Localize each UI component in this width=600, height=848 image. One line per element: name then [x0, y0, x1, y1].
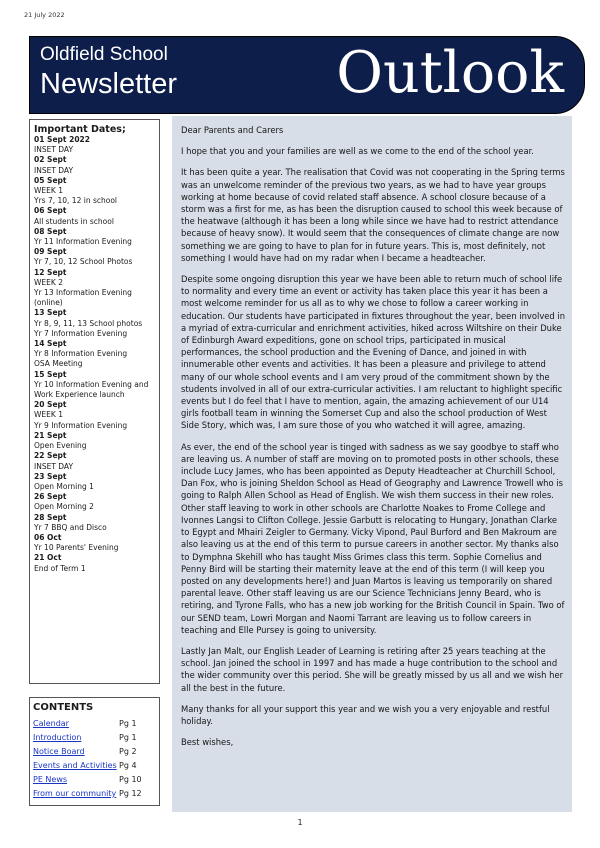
contents-link[interactable]: Notice Board — [33, 747, 85, 756]
important-date: 23 Sept — [34, 471, 67, 481]
contents-page-ref: Pg 10 — [119, 775, 142, 784]
important-date-event: End of Term 1 — [34, 563, 86, 573]
important-date-event: Yr 7, 10, 12 School Photos — [34, 257, 133, 267]
important-date-event: Yr 7 Information Evening — [34, 328, 128, 338]
contents-box — [29, 697, 160, 806]
important-date-event: Yrs 7, 10, 12 in school — [34, 196, 118, 206]
masthead-school-name: Oldfield School — [40, 44, 168, 65]
contents-page-ref: Pg 1 — [119, 733, 137, 742]
important-date-event: All students in school — [34, 216, 114, 226]
important-date: 15 Sept — [34, 369, 67, 379]
contents-title: CONTENTS — [33, 702, 94, 713]
important-date-event: WEEK 1 — [34, 410, 63, 420]
letter-closing: Best wishes, — [181, 737, 234, 748]
letter-paragraph: It has been quite a year. The realisation that Covid was not cooperating in the Spring terms was an unwelcome reminder of the previous two years, as we had to have year groups working at home because of covid related staff absence. A school closure because of a storm was a first for me, as has been the disruption caused to school this week because of the heatwave (although it has been a long while since we have had to restrict attendance because of heavy snow). It would seem that the consequences of climate change are now something we are going to have to plan for in future years. This is, most definitely, not something I would have had on my radar when I became a headteacher. — [181, 167, 565, 263]
important-date: 26 Sept — [34, 492, 67, 502]
headteacher-letter — [172, 116, 572, 812]
important-date: 02 Sept — [34, 155, 67, 165]
important-dates-list — [34, 135, 156, 574]
contents-link[interactable]: From our community — [33, 789, 117, 798]
letter-paragraph: Many thanks for all your support this year and we wish you a very enjoyable and restful holiday. — [181, 703, 550, 726]
important-date-event: WEEK 2 — [34, 277, 63, 287]
important-date: 21 Oct — [34, 553, 62, 563]
important-dates-box — [29, 119, 160, 684]
contents-row — [33, 787, 155, 801]
important-date: 09 Sept — [34, 247, 67, 257]
important-date: 05 Sept — [34, 175, 67, 185]
important-date-event: Open Morning 2 — [34, 502, 94, 512]
contents-row — [33, 731, 155, 745]
contents-link[interactable]: Calendar — [33, 719, 69, 728]
important-date-event: Open Evening — [34, 441, 87, 451]
important-date: 21 Sept — [34, 430, 67, 440]
date-stamp: 21 July 2022 — [24, 11, 65, 19]
letter-salutation: Dear Parents and Carers — [181, 125, 284, 135]
important-date-event: INSET DAY — [34, 165, 74, 175]
contents-link[interactable]: Events and Activities — [33, 761, 117, 770]
important-date-event: OSA Meeting — [34, 359, 83, 369]
contents-row — [33, 745, 155, 759]
important-date-event: INSET DAY — [34, 145, 74, 155]
contents-page-ref: Pg 1 — [119, 719, 137, 728]
important-date-event: WEEK 1 — [34, 186, 63, 196]
contents-row — [33, 773, 155, 787]
letter-paragraph: Lastly Jan Malt, our English Leader of Learning is retiring after 25 years teaching at the school. Jan joined the school in 1997 and has made a huge contribution to the school and the wider community over this period. She will be greatly missed by us all and we wish her all the best in the future. — [181, 645, 564, 693]
letter-body — [181, 145, 566, 727]
important-date-event: Yr 8, 9, 11, 13 School photos — [34, 318, 143, 328]
important-date: 14 Sept — [34, 339, 67, 349]
important-date: 08 Sept — [34, 226, 67, 236]
important-date: 20 Sept — [34, 400, 67, 410]
masthead-banner — [29, 36, 585, 114]
important-date-event: Yr 8 Information Evening — [34, 349, 128, 359]
contents-page-ref: Pg 2 — [119, 747, 137, 756]
important-date-event: Yr 9 Information Evening — [34, 420, 128, 430]
contents-link[interactable]: PE News — [33, 775, 68, 784]
important-date: 06 Sept — [34, 206, 67, 216]
contents-page-ref: Pg 12 — [119, 789, 142, 798]
important-date: 06 Oct — [34, 532, 62, 542]
masthead-outlook-title: Outlook — [336, 40, 564, 106]
page-number: 1 — [297, 818, 303, 827]
important-date-event: Yr 7 BBQ and Disco — [34, 522, 107, 532]
important-date: 22 Sept — [34, 451, 67, 461]
important-date: 28 Sept — [34, 512, 67, 522]
contents-link[interactable]: Introduction — [33, 733, 82, 742]
masthead-newsletter: Newsletter — [40, 68, 177, 100]
contents-page-ref: Pg 4 — [119, 761, 137, 770]
important-date: 12 Sept — [34, 267, 67, 277]
important-date-event: INSET DAY — [34, 461, 74, 471]
contents-row — [33, 717, 155, 731]
important-date: 01 Sept 2022 — [34, 135, 90, 144]
important-date-event: Yr 11 Information Evening — [34, 237, 132, 247]
letter-paragraph: Despite some ongoing disruption this year we have been able to return much of school life to normality and every time an event or activity has taken place this year it has been a most welcome reminder for us all as to why we chose to follow a career working in education. Our students have participated in fixtures throughout the year, been involved in a myriad of extra-curricular and enrichment activities, hiked across Wiltshire on their Duke of Edinburgh Award expeditions, gone on school trips, participated in musical performances, the school production and the Evening of Dance, and joined in with innumerable other events and activities. It has been a pleasure and privilege to attend many of our whole school events and I am very proud of the commitment shown by the students involved in all of our extra-curricular activities. I am reluctant to highlight specific events but I do feel that I have to mention, again, the amazing achievement of our U14 girls football team in winning the Somerset Cup and also the school production of West Side Story, which was, I am sure those of you who watched it will agree, amazing. — [181, 274, 566, 431]
important-date-event: Yr 10 Information Evening and Work Experience launch — [34, 379, 149, 400]
letter-paragraph: I hope that you and your families are well as we come to the end of the school year. — [181, 146, 534, 157]
important-dates-title: Important Dates; — [34, 124, 126, 135]
important-date-event: Yr 10 Parents' Evening — [34, 543, 119, 553]
important-date-event: Open Morning 1 — [34, 481, 94, 491]
contents-list — [33, 717, 155, 801]
contents-row — [33, 759, 155, 773]
letter-paragraph: As ever, the end of the school year is tinged with sadness as we say goodbye to staff who are leaving us. A number of staff are moving on to promoted posts in other schools, these include Lucy James, who has been appointed as Deputy Headteacher at Churchill School, Dan Fox, who is joining Sheldon School as Head of Geography and Lawrence Trowell who is going to Ralph Allen School as Head of English. We wish them success in their new roles. Other staff leaving to work in other schools are Charlotte Noakes to Frome College and Ivonnes Langsi to Clifton College. Jessie Garbutt is relocating to Hungary, Jonathan Clarke to Egypt and Mhairi Zeigler to Germany. Vicky Vipond, Paul Burford and Ben Makroum are also leaving us at the end of this term to pursue careers in another sector. My thanks also to Dymphna Skehill who has taught Miss Grimes class this term. Sophie Cornelius and Penny Bird will be starting their maternity leave at the end of this term (I will keep you posted on any developments here!) and Juan Martos is leaving us temporarily on shared parental leave. Other staff leaving us are our Science Technicians Jenny Beard, who is retiring, and Tyrone Falls, who has a new job working for the British Council in Spain. Two of our SEND team, Lowri Morgan and Naomi Tarrant are leaving us to follow careers in teaching and Elle Pursey is going to university. — [181, 441, 565, 635]
important-date: 13 Sept — [34, 308, 67, 318]
important-date-event: Yr 13 Information Evening (online) — [34, 288, 132, 308]
